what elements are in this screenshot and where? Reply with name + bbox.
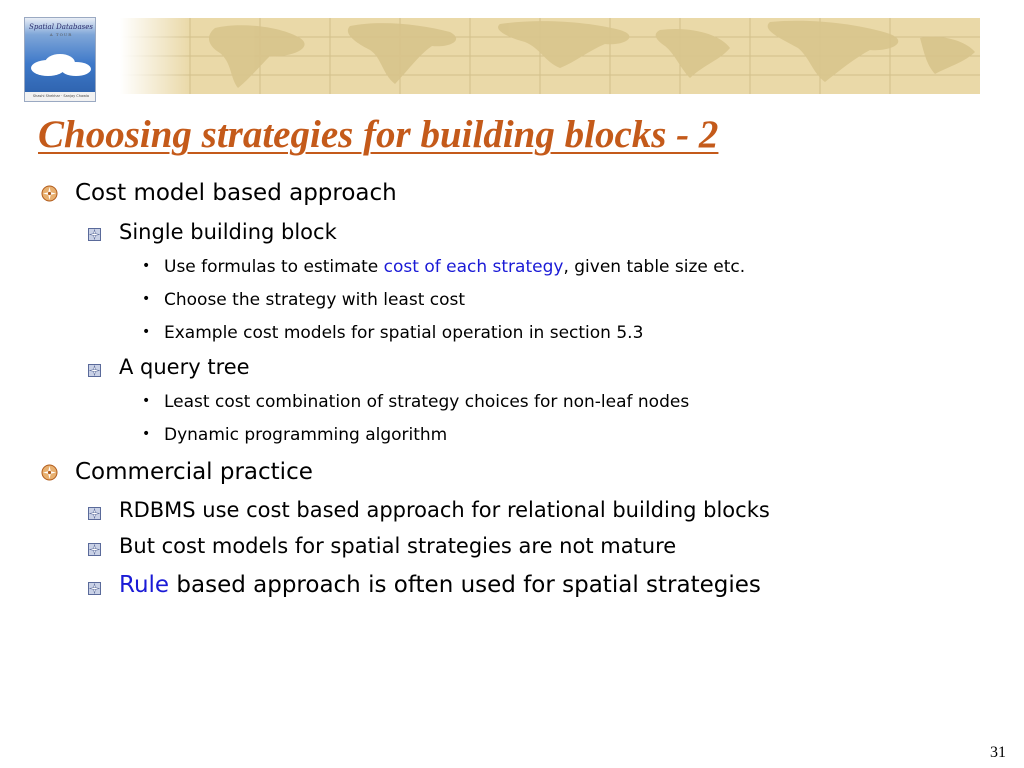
cover-title: Spatial Databases [29,23,93,31]
bullet-rdbms-cost-based: RDBMS use cost based approach for relational building blocks [119,498,770,522]
bullet-spatial-cost-models: But cost models for spatial strategies are not mature [119,534,677,558]
cloud-shape [61,62,91,76]
bullet-example-cost-models: Example cost models for spatial operation in section 5.3 [164,323,644,343]
world-map-graphic [120,18,980,94]
dot-bullet-icon: • [142,324,151,340]
book-cover-logo [24,17,96,102]
highlight-text: Rule [119,572,170,598]
bullet-use-formulas [164,257,745,277]
cover-subtitle: A TOUR [49,32,73,37]
bullet-commercial-practice: Commercial practice [75,459,313,485]
world-map-banner [120,18,980,94]
dot-bullet-icon: • [142,393,151,409]
bullet-dynamic-programming: Dynamic programming algorithm [164,425,448,445]
bullet-text: , given table size etc. [563,257,746,277]
highlight-text: cost of each strategy [383,257,564,277]
square-compass-bullet-icon [88,228,101,241]
square-compass-bullet-icon [88,582,101,595]
compass-rose-bullet-icon [41,464,58,481]
bullet-least-cost-combination: Least cost combination of strategy choices for non-leaf nodes [164,392,690,412]
square-compass-bullet-icon [88,507,101,520]
bullet-text: Use formulas to estimate [164,257,384,277]
bullet-rule-based [119,572,761,598]
dot-bullet-icon: • [142,258,151,274]
bullet-single-building-block: Single building block [119,220,337,244]
slide-title: Choosing strategies for building blocks - 2 [38,113,719,156]
bullet-query-tree: A query tree [119,355,250,379]
compass-rose-bullet-icon [41,185,58,202]
square-compass-bullet-icon [88,364,101,377]
bullet-cost-model: Cost model based approach [75,180,397,206]
cover-authors: Shashi Shekhar · Sanjay Chawla [25,92,96,101]
square-compass-bullet-icon [88,543,101,556]
page-number: 31 [990,744,1006,761]
banner-fade [120,18,190,94]
dot-bullet-icon: • [142,426,151,442]
bullet-choose-strategy: Choose the strategy with least cost [164,290,466,310]
dot-bullet-icon: • [142,291,151,307]
bullet-text: based approach is often used for spatial strategies [169,572,761,598]
